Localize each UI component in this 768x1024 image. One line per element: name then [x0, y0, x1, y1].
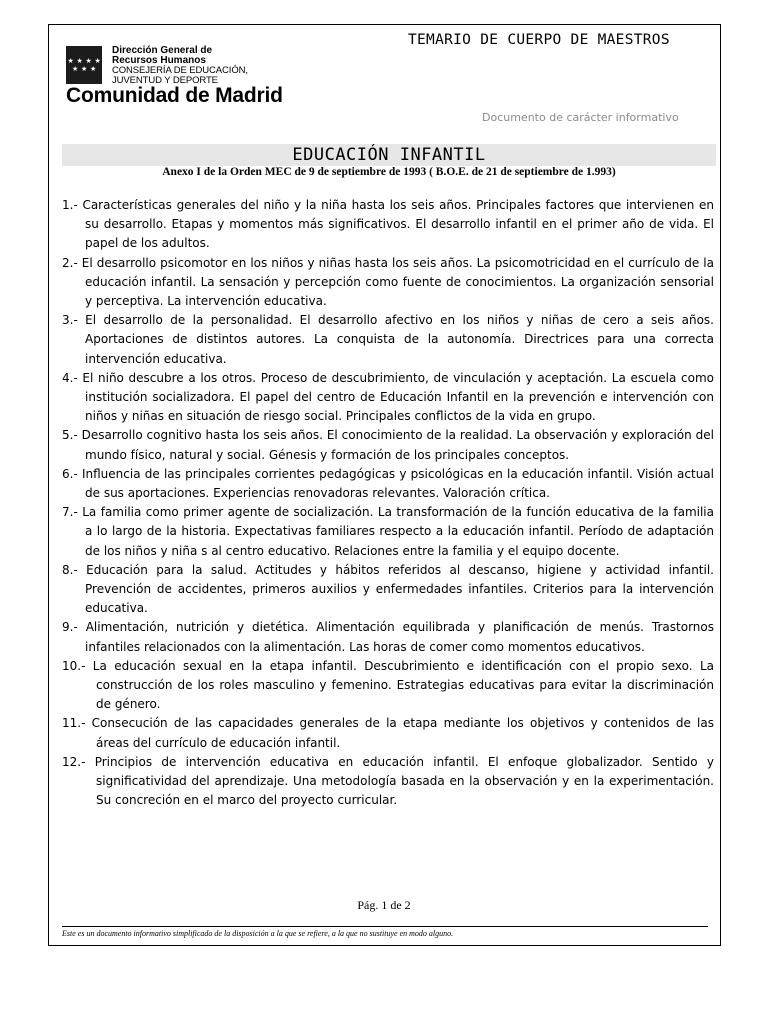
topic-item: 8.- Educación para la salud. Actitudes y hábitos referidos al descanso, higiene y actividad infantil. Prevención de accidentes, primeros auxilios y enfermedades infantiles. Criterios para la intervención educativa.: [62, 562, 714, 616]
logo-line-4: JUVENTUD Y DEPORTE: [112, 75, 218, 86]
footer-divider: [62, 926, 708, 927]
document-note: Documento de carácter informativo: [482, 111, 679, 124]
logo-department-text: [112, 46, 248, 86]
topic-item: 3.- El desarrollo de la personalidad. El desarrollo afectivo en los niños y niñas de cero a seis años. Aportaciones de distintos autores. La conquista de la autonomía. Directrices para una correcta intervención educativa.: [62, 313, 714, 366]
topic-item: 6.- Influencia de las principales corrientes pedagógicas y psicológicas en la educación infantil. Visión actual de sus aportaciones. Experiencias renovadoras relevantes. Valoración crítica.: [62, 466, 714, 501]
topic-item: 12.- Principios de intervención educativa en educación infantil. El enfoque globalizador. Sentido y significatividad del aprendizaje. Una metodología basada en la observación y en la experimentación. Su concreción en el marco del proyecto curricular.: [62, 754, 714, 808]
document-title: EDUCACIÓN INFANTIL: [292, 145, 486, 165]
topic-item: 1.- Características generales del niño y la niña hasta los seis años. Principales factores que intervienen en su desarrollo. Etapas y momentos más significativos. El desarrollo infantil en el primer año de vida. El papel de los adultos.: [62, 198, 714, 251]
logo-line-3: CONSEJERÍA DE EDUCACIÓN,: [112, 65, 248, 76]
comunidad-madrid-logo: [66, 46, 356, 110]
page-number: Pág. 1 de 2: [357, 898, 411, 912]
topic-item: 2.- El desarrollo psicomotor en los niños y niñas hasta los seis años. La psicomotricidad en el currículo de la educación infantil. La sensación y percepción como fuente de conocimientos. La organización sensorial y perceptiva. La intervención educativa.: [62, 255, 714, 309]
topic-item: 9.- Alimentación, nutrición y dietética. Alimentación equilibrada y planificación de menús. Trastornos infantiles relacionados con la alimentación. Las horas de comer como momentos educativos.: [62, 620, 714, 654]
logo-line-2: Recursos Humanos: [112, 55, 206, 66]
logo-line-1: Dirección General de: [112, 45, 213, 56]
topic-item: 4.- El niño descubre a los otros. Proceso de descubrimiento, de vinculación y aceptación. La escuela como institución socializadora. El papel del centro de Educación Infantil en la prevención e intervención con niños y niñas en situación de riesgo social. Principales conflictos de la vida en grupo.: [62, 370, 714, 424]
topic-item: 5.- Desarrollo cognitivo hasta los seis años. El conocimiento de la realidad. La observación y exploración del mundo físico, natural y social. Génesis y formación de los principales conceptos.: [62, 428, 714, 462]
title-bar: [62, 144, 716, 166]
header-title: TEMARIO DE CUERPO DE MAESTROS: [408, 32, 670, 48]
document-subtitle: Anexo I de la Orden MEC de 9 de septiembre de 1993 ( B.O.E. de 21 de septiembre de 1.993): [162, 166, 616, 178]
logo-name: Comunidad de Madrid: [66, 84, 283, 107]
topic-item: 11.- Consecución de las capacidades generales de la etapa mediante los objetivos y contenidos de las áreas del currículo de educación infantil.: [62, 716, 714, 750]
topic-item: 10.- La educación sexual en la etapa infantil. Descubrimiento e identificación con el propio sexo. La construcción de los roles masculino y femenino. Estrategias educativas para evitar la discriminación de género.: [62, 658, 714, 712]
madrid-flag-icon: ★ ★ ★ ★ ★ ★ ★: [66, 46, 102, 84]
topic-list: [62, 196, 714, 811]
topic-item: 7.- La familia como primer agente de socialización. La transformación de la función educativa de la familia a lo largo de la historia. Expectativas familiares respecto a la educación infantil. Período de adaptación de los niños y niña s al centro educativo. Relaciones entre la familia y el equipo docente.: [62, 505, 714, 558]
footer-note: Este es un documento informativo simplificado de la disposición a la que se refiere, a la que no sustituye en modo alguno.: [62, 929, 454, 938]
